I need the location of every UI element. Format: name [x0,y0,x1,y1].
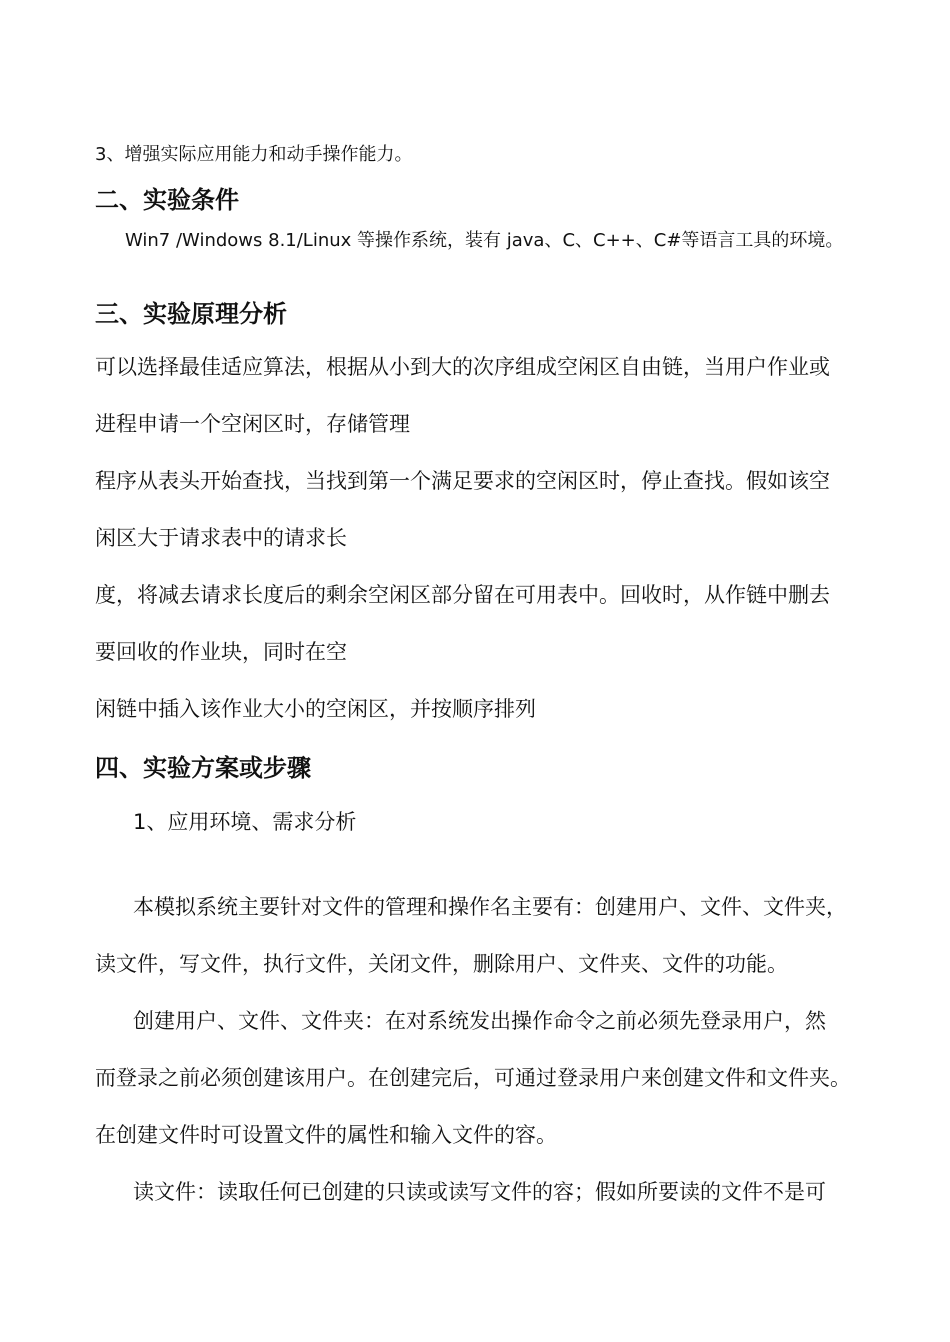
section-heading-conditions: 二、实验条件 [95,186,239,214]
steps-paragraph-line: 本模拟系统主要针对文件的管理和操作名主要有：创建用户、文件、文件夹， [133,895,847,919]
steps-paragraph-line: 创建用户、文件、文件夹：在对系统发出操作命令之前必须先登录用户，然 [133,1009,826,1033]
conditions-text: Win7 /Windows 8.1/Linux 等操作系统，装有 java、C、C++、C#等语言工具的环境。 [125,230,844,251]
objective-item-3: 3、增强实际应用能力和动手操作能力。 [95,144,413,165]
principle-line: 度，将减去请求长度后的剩余空闲区部分留在可用表中。回收时，从作链中删去 [95,583,830,607]
principle-line: 可以选择最佳适应算法，根据从小到大的次序组成空闲区自由链，当用户作业或 [95,355,830,379]
principle-line: 进程申请一个空闲区时，存储管理 [95,412,410,436]
principle-line: 要回收的作业块，同时在空 [95,640,347,664]
steps-paragraph-line: 在创建文件时可设置文件的属性和输入文件的容。 [95,1123,557,1147]
steps-paragraph-line: 而登录之前必须创建该用户。在创建完后，可通过登录用户来创建文件和文件夹。 [95,1066,851,1090]
section-heading-steps: 四、实验方案或步骤 [95,754,311,782]
steps-paragraph-line: 读文件，写文件，执行文件，关闭文件，删除用户、文件夹、文件的功能。 [95,952,788,976]
principle-line: 闲链中插入该作业大小的空闲区，并按顺序排列 [95,697,536,721]
steps-paragraph-line: 读文件：读取任何已创建的只读或读写文件的容；假如所要读的文件不是可 [133,1180,826,1204]
principle-line: 闲区大于请求表中的请求长 [95,526,347,550]
principle-line: 程序从表头开始查找，当找到第一个满足要求的空闲区时，停止查找。假如该空 [95,469,830,493]
steps-subheading: 1、应用环境、需求分析 [133,810,357,834]
section-heading-principle: 三、实验原理分析 [95,300,287,328]
